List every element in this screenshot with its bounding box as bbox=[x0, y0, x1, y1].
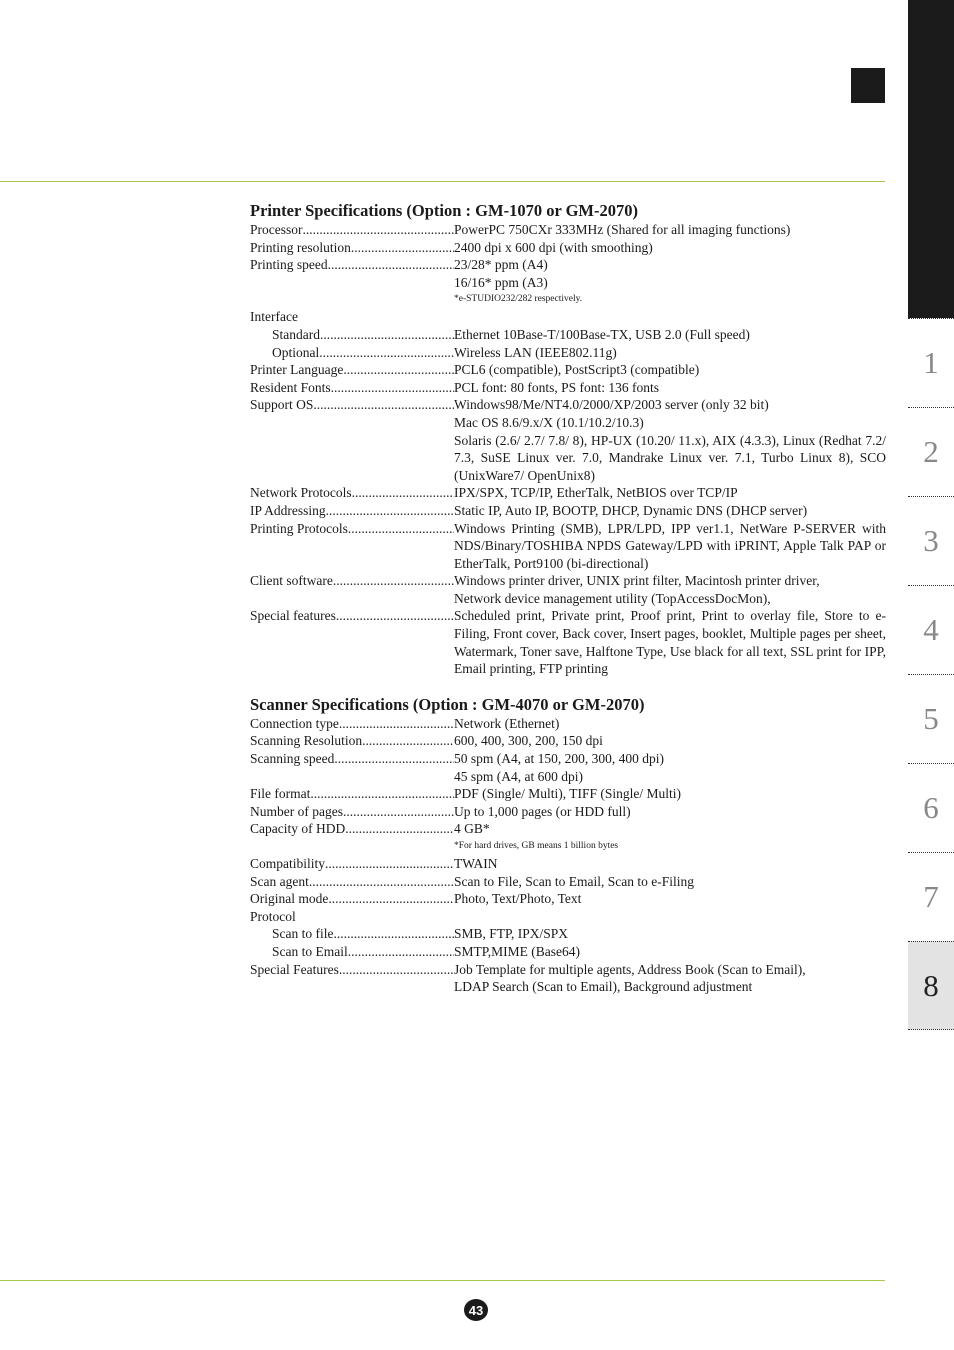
chapter-tab-8[interactable]: 8 bbox=[908, 941, 954, 1030]
spec-value-line: Photo, Text/Photo, Text bbox=[454, 891, 582, 907]
leader-dots bbox=[328, 256, 454, 291]
leader-dots bbox=[348, 520, 454, 573]
spec-value bbox=[454, 855, 886, 873]
spec-label bbox=[250, 943, 454, 961]
spec-label-text: Printer Language bbox=[250, 362, 344, 378]
spec-row bbox=[250, 502, 886, 520]
spec-content bbox=[250, 201, 886, 996]
spec-label bbox=[250, 732, 454, 750]
spec-row bbox=[250, 855, 886, 873]
spec-label-text: Special features bbox=[250, 608, 336, 624]
spec-label-text: Original mode bbox=[250, 891, 329, 907]
printer-spec-list bbox=[250, 221, 886, 678]
spec-value-line: Job Template for multiple agents, Address Book (Scan to Email), bbox=[454, 961, 806, 977]
spec-row bbox=[250, 484, 886, 502]
spec-label-text: Scanning speed bbox=[250, 751, 335, 767]
leader-dots bbox=[333, 925, 454, 943]
spec-label bbox=[250, 221, 454, 239]
spec-label bbox=[250, 785, 454, 803]
spec-value-line: Network (Ethernet) bbox=[454, 715, 560, 731]
chapter-tab-6[interactable]: 6 bbox=[908, 763, 954, 852]
spec-value-line: 600, 400, 300, 200, 150 dpi bbox=[454, 733, 603, 749]
spec-value bbox=[454, 256, 886, 291]
spec-value bbox=[454, 221, 886, 239]
spec-label-text: Network Protocols bbox=[250, 485, 352, 501]
spec-value-line: PCL font: 80 fonts, PS font: 136 fonts bbox=[454, 379, 660, 395]
printer-section-title: Printer Specifications (Option : GM-1070 or GM-2070) bbox=[250, 201, 638, 220]
spec-value bbox=[454, 344, 886, 362]
spec-label bbox=[250, 396, 454, 484]
spec-row bbox=[250, 943, 886, 961]
leader-dots bbox=[362, 732, 454, 750]
spec-value-line: 23/28* ppm (A4) bbox=[454, 257, 548, 273]
spec-value bbox=[454, 239, 886, 257]
spec-label bbox=[250, 961, 454, 996]
spec-value bbox=[454, 502, 886, 520]
spec-label-text: IP Addressing bbox=[250, 502, 326, 518]
side-index-bar bbox=[908, 0, 954, 318]
spec-value-line: LDAP Search (Scan to Email), Background adjustment bbox=[454, 979, 753, 995]
spec-value bbox=[454, 873, 886, 891]
footer-rule bbox=[0, 1280, 885, 1281]
spec-row bbox=[250, 961, 886, 996]
spec-label-text: Processor bbox=[250, 222, 303, 237]
leader-dots bbox=[320, 326, 454, 344]
spec-value-line: Windows printer driver, UNIX print filter, Macintosh printer driver, bbox=[454, 573, 820, 589]
spec-label-text: Connection type bbox=[250, 715, 339, 731]
spec-label bbox=[250, 607, 454, 677]
spec-value-line: 45 spm (A4, at 600 dpi) bbox=[454, 768, 583, 784]
spec-label-text: Optional bbox=[272, 344, 320, 360]
leader-dots bbox=[331, 379, 454, 397]
spec-label bbox=[250, 750, 454, 785]
spec-label-text: Standard bbox=[272, 326, 320, 342]
spec-label-text: Number of pages bbox=[250, 803, 343, 819]
spec-label bbox=[250, 326, 454, 344]
spec-label-text: Scan agent bbox=[250, 873, 309, 889]
spec-label-text: Resident Fonts bbox=[250, 379, 331, 395]
spec-value bbox=[454, 572, 886, 607]
spec-row bbox=[250, 715, 886, 733]
spec-label-text: Scanning Resolution bbox=[250, 733, 363, 749]
spec-value bbox=[454, 961, 886, 996]
spec-row bbox=[250, 326, 886, 344]
spec-label-text: File format bbox=[250, 786, 311, 802]
spec-row bbox=[250, 803, 886, 821]
spec-value bbox=[454, 379, 886, 397]
spec-label-text: Special Features bbox=[250, 961, 339, 977]
leader-dots bbox=[313, 396, 454, 484]
spec-row bbox=[250, 520, 886, 573]
leader-dots bbox=[343, 361, 454, 379]
spec-value bbox=[454, 326, 886, 344]
spec-label bbox=[250, 908, 454, 926]
page-number: 43 bbox=[464, 1299, 488, 1321]
chapter-tab-3[interactable]: 3 bbox=[908, 496, 954, 585]
spec-value bbox=[454, 484, 886, 502]
spec-row bbox=[250, 239, 886, 257]
spec-value-line: Windows Printing (SMB), LPR/LPD, IPP ver1.1, NetWare P-SERVER with NDS/Binary/TOSHIBA NPDS Gateway/LPD with iPRINT, Apple Talk PAP or EtherTalk, Port9100 (bi-directional) bbox=[454, 520, 886, 571]
leader-dots bbox=[334, 750, 454, 785]
spec-value bbox=[454, 361, 886, 379]
chapter-tab-1[interactable]: 1 bbox=[908, 318, 954, 407]
leader-dots bbox=[336, 607, 454, 677]
chapter-tab-2[interactable]: 2 bbox=[908, 407, 954, 496]
spec-value bbox=[454, 820, 886, 838]
spec-row bbox=[250, 308, 886, 326]
leader-dots bbox=[352, 484, 454, 502]
leader-dots bbox=[328, 890, 454, 908]
spec-value-line: TWAIN bbox=[454, 856, 498, 871]
chapter-marker bbox=[851, 68, 885, 103]
spec-value bbox=[454, 750, 886, 785]
spec-value bbox=[454, 396, 886, 484]
scanner-section-title: Scanner Specifications (Option : GM-4070 or GM-2070) bbox=[250, 694, 645, 714]
spec-label bbox=[250, 239, 454, 257]
spec-value-line: Static IP, Auto IP, BOOTP, DHCP, Dynamic DNS (DHCP server) bbox=[454, 502, 808, 518]
spec-label bbox=[250, 820, 454, 838]
leader-dots bbox=[351, 239, 454, 257]
spec-label bbox=[250, 925, 454, 943]
spec-label-text: Printing speed bbox=[250, 257, 328, 273]
spec-label-text: Printing Protocols bbox=[250, 520, 348, 536]
spec-value-line: Scheduled print, Private print, Proof print, Print to overlay file, Store to e-Filing, Front cover, Back cover, Insert pages, booklet, Multiple pages per sheet, Watermark, Toner save, Halftone Type, Use black for all text, SSL print for IPP, Email printing, FTP printing bbox=[454, 608, 886, 677]
spec-label bbox=[250, 855, 454, 873]
spec-label-text: Printing resolution bbox=[250, 239, 351, 255]
spec-value-line: PCL6 (compatible), PostScript3 (compatible) bbox=[454, 362, 700, 378]
spec-label-text: Capacity of HDD bbox=[250, 821, 346, 837]
spec-row bbox=[250, 221, 886, 239]
spec-label bbox=[250, 572, 454, 607]
spec-label bbox=[250, 803, 454, 821]
spec-row bbox=[250, 379, 886, 397]
spec-value-line: 16/16* ppm (A3) bbox=[454, 274, 548, 290]
spec-row bbox=[250, 572, 886, 607]
spec-value bbox=[454, 308, 886, 326]
spec-value bbox=[454, 607, 886, 677]
spec-value bbox=[454, 785, 886, 803]
chapter-tab-7[interactable]: 7 bbox=[908, 852, 954, 941]
spec-row bbox=[250, 256, 886, 291]
footnote: *For hard drives, GB means 1 billion bytes bbox=[454, 841, 619, 851]
spec-value-line: 4 GB* bbox=[454, 821, 490, 837]
leader-dots bbox=[319, 344, 454, 362]
spec-value-line: Wireless LAN (IEEE802.11g) bbox=[454, 344, 617, 360]
leader-dots bbox=[339, 715, 454, 733]
spec-value-line: 50 spm (A4, at 150, 200, 300, 400 dpi) bbox=[454, 751, 664, 767]
spec-value-line: PowerPC 750CXr 333MHz (Shared for all imaging functions) bbox=[454, 222, 791, 237]
spec-value bbox=[454, 732, 886, 750]
spec-label bbox=[250, 361, 454, 379]
footnote: *e-STUDIO232/282 respectively. bbox=[454, 294, 583, 305]
spec-value bbox=[454, 890, 886, 908]
spec-row bbox=[250, 908, 886, 926]
spec-value bbox=[454, 943, 886, 961]
scanner-section bbox=[250, 695, 886, 996]
chapter-tab-4[interactable]: 4 bbox=[908, 585, 954, 674]
spec-label bbox=[250, 715, 454, 733]
spec-label-text: Client software bbox=[250, 573, 333, 589]
spec-value-line: Up to 1,000 pages (or HDD full) bbox=[454, 803, 631, 819]
spec-label bbox=[250, 873, 454, 891]
spec-value-line: Ethernet 10Base-T/100Base-TX, USB 2.0 (Full speed) bbox=[454, 326, 750, 342]
spec-row bbox=[250, 344, 886, 362]
spec-row bbox=[250, 361, 886, 379]
spec-label-text: Protocol bbox=[250, 908, 296, 924]
spec-label-text: Interface bbox=[250, 309, 298, 325]
spec-value-line: Scan to File, Scan to Email, Scan to e-Filing bbox=[454, 873, 694, 889]
spec-row bbox=[250, 732, 886, 750]
spec-row bbox=[250, 925, 886, 943]
spec-row bbox=[250, 396, 886, 484]
spec-value-line: Solaris (2.6/ 2.7/ 7.8/ 8), HP-UX (10.20/ 11.x), AIX (4.3.3), Linux (Redhat 7.2/ 7.3, SuSE Linux ver. 7.0, Mandrake Linux ver. 7.1, Turbo Linux 8), SCO (UnixWare7/ OpenUnix8) bbox=[454, 432, 886, 483]
spec-value bbox=[454, 803, 886, 821]
spec-value bbox=[454, 908, 886, 926]
spec-row bbox=[250, 873, 886, 891]
spec-label-text: Support OS bbox=[250, 397, 314, 413]
spec-value bbox=[454, 520, 886, 573]
spec-value-line: Network device management utility (TopAccessDocMon), bbox=[454, 590, 771, 606]
spec-label-text: Scan to Email bbox=[272, 943, 348, 959]
spec-row bbox=[250, 785, 886, 803]
leader-dots bbox=[309, 873, 454, 891]
spec-value bbox=[454, 925, 886, 943]
spec-value-line: IPX/SPX, TCP/IP, EtherTalk, NetBIOS over TCP/IP bbox=[454, 485, 738, 501]
spec-label bbox=[250, 344, 454, 362]
spec-value-line: SMTP,MIME (Base64) bbox=[454, 943, 581, 959]
leader-dots bbox=[325, 855, 454, 873]
spec-row bbox=[250, 607, 886, 677]
spec-value bbox=[454, 715, 886, 733]
printer-section bbox=[250, 201, 886, 678]
spec-label-text: Compatibility bbox=[250, 856, 326, 871]
spec-row bbox=[250, 820, 886, 838]
leader-dots bbox=[348, 943, 454, 961]
leader-dots bbox=[310, 785, 454, 803]
scanner-spec-list bbox=[250, 715, 886, 996]
spec-label bbox=[250, 379, 454, 397]
spec-value-line: Mac OS 8.6/9.x/X (10.1/10.2/10.3) bbox=[454, 414, 644, 430]
spec-value-line: PDF (Single/ Multi), TIFF (Single/ Multi) bbox=[454, 786, 682, 802]
spec-label bbox=[250, 308, 454, 326]
leader-dots bbox=[343, 803, 454, 821]
leader-dots bbox=[333, 572, 454, 607]
leader-dots bbox=[345, 820, 454, 838]
spec-row bbox=[250, 890, 886, 908]
leader-dots bbox=[339, 961, 454, 996]
spec-value-line: SMB, FTP, IPX/SPX bbox=[454, 926, 569, 942]
spec-label-text: Scan to file bbox=[272, 926, 334, 942]
spec-label bbox=[250, 256, 454, 291]
chapter-tab-5[interactable]: 5 bbox=[908, 674, 954, 763]
header-rule bbox=[0, 181, 885, 182]
leader-dots bbox=[326, 502, 454, 520]
spec-label bbox=[250, 890, 454, 908]
spec-value-line: Windows98/Me/NT4.0/2000/XP/2003 server (only 32 bit) bbox=[454, 397, 769, 413]
spec-row bbox=[250, 750, 886, 785]
spec-label bbox=[250, 502, 454, 520]
spec-value-line: 2400 dpi x 600 dpi (with smoothing) bbox=[454, 239, 653, 255]
leader-dots bbox=[303, 221, 455, 239]
spec-label bbox=[250, 520, 454, 573]
spec-label bbox=[250, 484, 454, 502]
